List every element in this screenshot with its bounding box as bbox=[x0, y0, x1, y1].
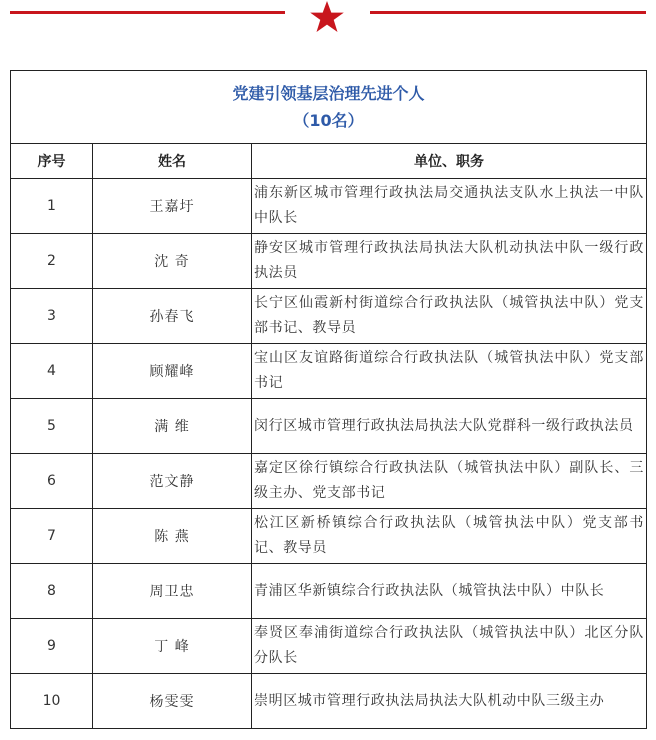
row-number: 7 bbox=[11, 509, 93, 564]
red-star-icon bbox=[308, 0, 346, 34]
row-unit: 青浦区华新镇综合行政执法队（城管执法中队）中队长 bbox=[252, 564, 647, 619]
row-number: 4 bbox=[11, 344, 93, 399]
table-header-row bbox=[11, 144, 647, 179]
row-number: 8 bbox=[11, 564, 93, 619]
row-unit: 长宁区仙霞新村街道综合行政执法队（城管执法中队）党支部书记、教导员 bbox=[252, 289, 647, 344]
table-title-cell bbox=[11, 71, 647, 144]
row-number: 9 bbox=[11, 619, 93, 674]
row-unit: 浦东新区城市管理行政执法局交通执法支队水上执法一中队中队长 bbox=[252, 179, 647, 234]
table-row bbox=[11, 344, 647, 399]
row-name: 满 维 bbox=[93, 399, 252, 454]
table-row bbox=[11, 564, 647, 619]
table-row bbox=[11, 179, 647, 234]
row-unit: 闵行区城市管理行政执法局执法大队党群科一级行政执法员 bbox=[252, 399, 647, 454]
row-number: 6 bbox=[11, 454, 93, 509]
row-name: 孙春飞 bbox=[93, 289, 252, 344]
row-number: 3 bbox=[11, 289, 93, 344]
row-unit: 奉贤区奉浦街道综合行政执法队（城管执法中队）北区分队分队长 bbox=[252, 619, 647, 674]
top-divider-left bbox=[10, 11, 285, 14]
row-unit: 松江区新桥镇综合行政执法队（城管执法中队）党支部书记、教导员 bbox=[252, 509, 647, 564]
row-name: 周卫忠 bbox=[93, 564, 252, 619]
row-unit: 宝山区友谊路街道综合行政执法队（城管执法中队）党支部书记 bbox=[252, 344, 647, 399]
row-name: 王嘉圩 bbox=[93, 179, 252, 234]
honor-table bbox=[10, 70, 647, 729]
header-no: 序号 bbox=[11, 144, 93, 179]
table-row bbox=[11, 674, 647, 729]
table-row bbox=[11, 289, 647, 344]
row-unit: 嘉定区徐行镇综合行政执法队（城管执法中队）副队长、三级主办、党支部书记 bbox=[252, 454, 647, 509]
row-name: 杨雯雯 bbox=[93, 674, 252, 729]
row-number: 2 bbox=[11, 234, 93, 289]
header-name: 姓名 bbox=[93, 144, 252, 179]
row-name: 范文静 bbox=[93, 454, 252, 509]
row-name: 沈 奇 bbox=[93, 234, 252, 289]
table-row bbox=[11, 619, 647, 674]
row-number: 10 bbox=[11, 674, 93, 729]
top-divider-right bbox=[370, 11, 646, 14]
header-unit: 单位、职务 bbox=[252, 144, 647, 179]
table-subtitle: （10名） bbox=[293, 111, 364, 130]
table-row bbox=[11, 509, 647, 564]
table-title: 党建引领基层治理先进个人 bbox=[232, 84, 425, 103]
row-name: 丁 峰 bbox=[93, 619, 252, 674]
row-name: 陈 燕 bbox=[93, 509, 252, 564]
row-unit: 崇明区城市管理行政执法局执法大队机动中队三级主办 bbox=[252, 674, 647, 729]
row-number: 1 bbox=[11, 179, 93, 234]
row-name: 顾耀峰 bbox=[93, 344, 252, 399]
row-unit: 静安区城市管理行政执法局执法大队机动执法中队一级行政执法员 bbox=[252, 234, 647, 289]
row-number: 5 bbox=[11, 399, 93, 454]
table-row bbox=[11, 454, 647, 509]
table-row bbox=[11, 234, 647, 289]
table-row bbox=[11, 399, 647, 454]
